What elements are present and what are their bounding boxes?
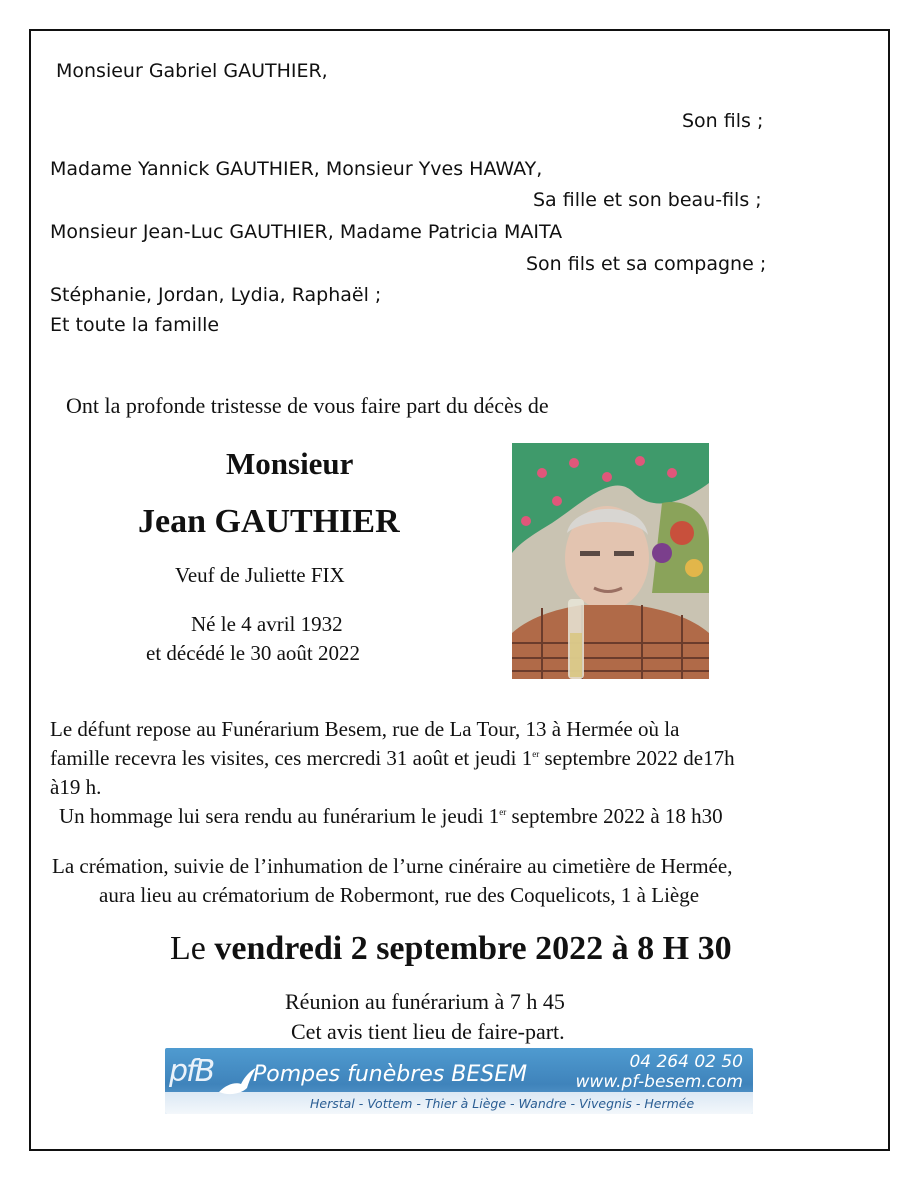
details-p1-line2: famille recevra les visites, ces mercredi 31 août et jeudi 1er septembre 2022 de17h: [50, 746, 735, 770]
family-role-1: Son fils ;: [682, 110, 764, 132]
family-line-3: Monsieur Jean-Luc GAUTHIER, Madame Patricia MAITA: [50, 221, 563, 243]
funeral-home-banner: [165, 1048, 753, 1114]
announcement-text: Ont la profonde tristesse de vous faire part du décès de: [66, 393, 549, 418]
details-p1-line1: Le défunt repose au Funérarium Besem, rue de La Tour, 13 à Hermée où la: [50, 717, 680, 741]
banner-phone: 04 264 02 50: [629, 1052, 743, 1072]
family-line-2: Madame Yannick GAUTHIER, Monsieur Yves HAWAY,: [50, 158, 543, 180]
family-line-5: Et toute la famille: [50, 314, 220, 336]
family-role-3: Son fils et sa compagne ;: [526, 253, 767, 275]
family-line-4: Stéphanie, Jordan, Lydia, Raphaël ;: [50, 284, 382, 306]
dove-icon: [217, 1062, 257, 1098]
deceased-born: Né le 4 avril 1932: [191, 612, 343, 636]
banner-towns: Herstal - Vottem - Thier à Liège - Wandre - Vivegnis - Hermée: [310, 1096, 695, 1111]
family-line-1: Monsieur Gabriel GAUTHIER,: [56, 60, 328, 82]
details-p3-line1: La crémation, suivie de l’inhumation de l’urne cinéraire au cimetière de Hermée,: [52, 854, 733, 878]
details-p2: Un hommage lui sera rendu au funérarium le jeudi 1er septembre 2022 à 18 h30: [59, 804, 723, 828]
closing-notice: Cet avis tient lieu de faire-part.: [291, 1019, 565, 1044]
closing-meeting: Réunion au funérarium à 7 h 45: [285, 989, 565, 1014]
family-role-2: Sa fille et son beau-fils ;: [533, 189, 762, 211]
deceased-died: et décédé le 30 août 2022: [146, 641, 360, 665]
deceased-name: Jean GAUTHIER: [138, 503, 400, 540]
details-p3-line2: aura lieu au crématorium de Robermont, rue des Coquelicots, 1 à Liège: [99, 883, 700, 907]
details-p1-line3: à19 h.: [50, 775, 102, 799]
deceased-title: Monsieur: [226, 446, 354, 481]
banner-company-name: Pompes funèbres BESEM: [253, 1062, 528, 1087]
portrait-photo: [512, 443, 709, 679]
banner-website: www.pf-besem.com: [575, 1072, 743, 1092]
ceremony-line: Le vendredi 2 septembre 2022 à 8 H 30: [170, 930, 732, 967]
pfb-logo: pfB: [169, 1054, 214, 1089]
deceased-spouse: Veuf de Juliette FIX: [175, 563, 345, 587]
